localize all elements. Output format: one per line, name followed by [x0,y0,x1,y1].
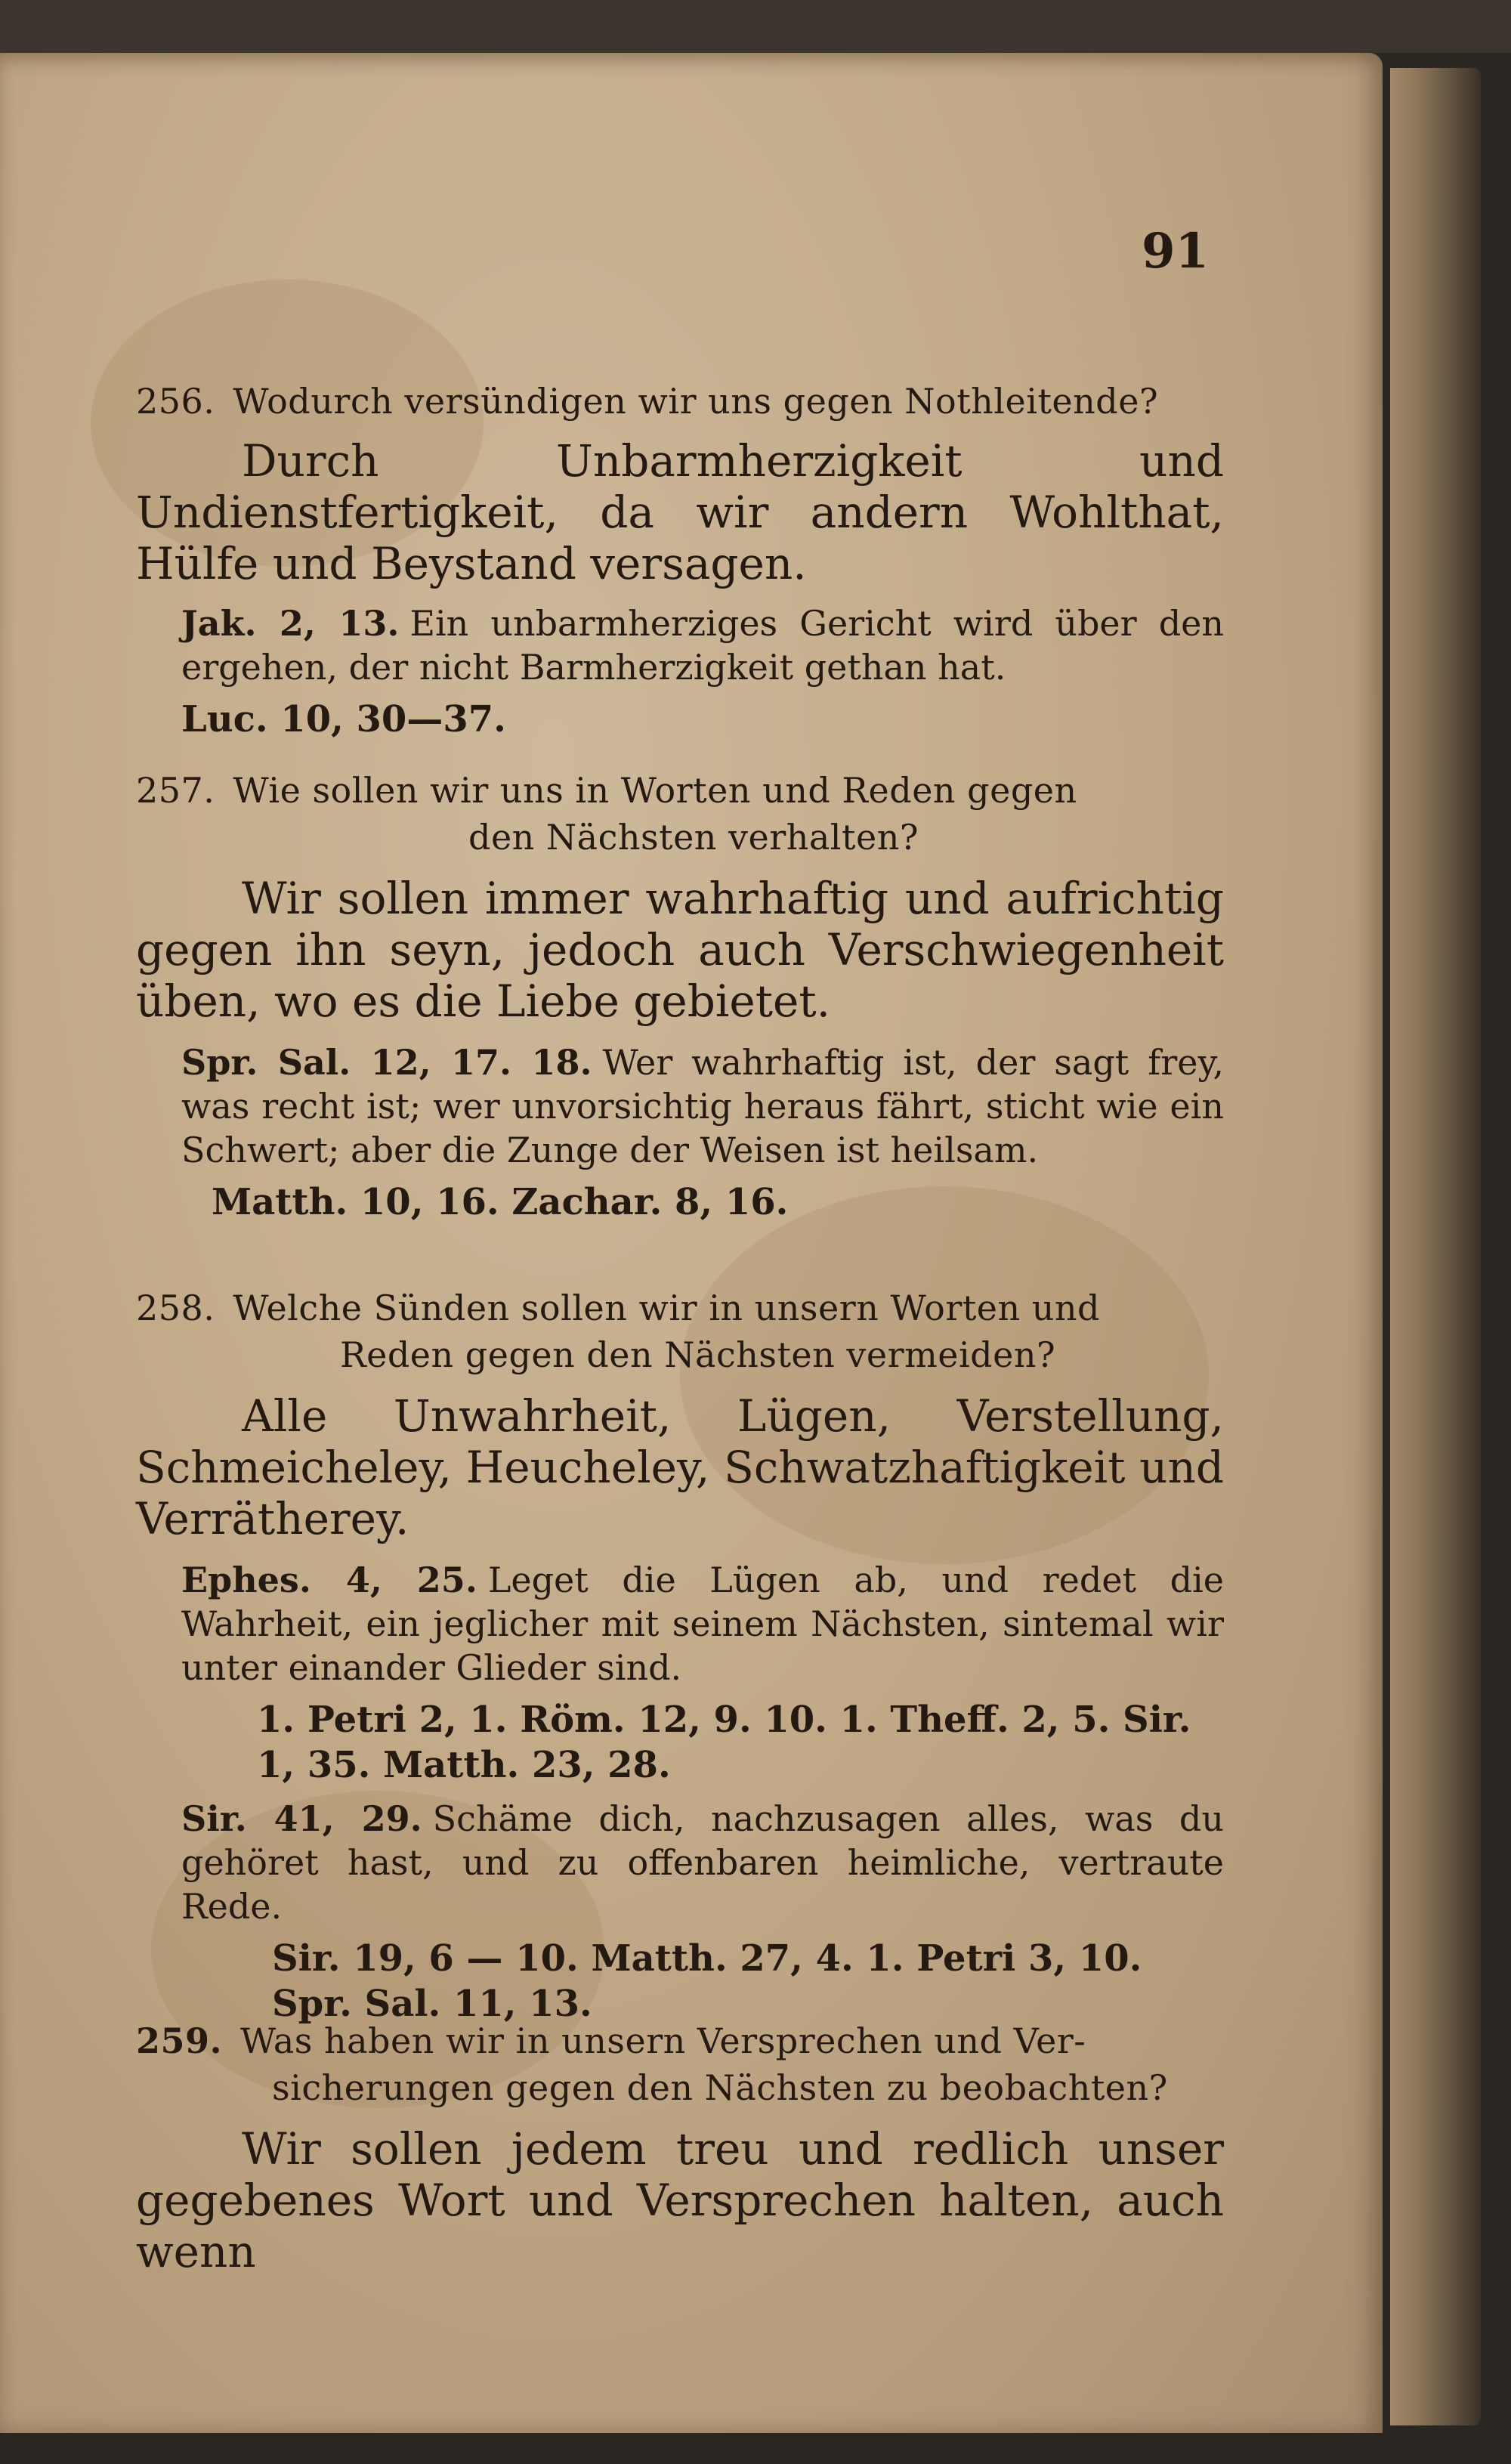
reference-text: Ein unbarmherziges Gericht wird über den ergehen, der nicht Barmherzigkeit gethan hat. [181,603,1224,688]
reference-citation: Sir. 41, 29. [181,1798,422,1839]
answer-text: Alle Unwahrheit, Lügen, Verstellung, Schmeicheley, Heucheley, Schwatzhaftigkeit und Verrätherey. [136,1390,1224,1544]
scripture-reference [136,1040,1224,1172]
answer-text: Wir sollen immer wahrhaftig und aufrichtig gegen ihn seyn, jedoch auch Verschwiegenheit üben, wo es die Liebe gebietet. [136,873,1224,1027]
book-binding-top [0,0,1511,53]
question-text: Wodurch versündigen wir uns gegen Nothleitende? [233,381,1159,422]
scripture-reference [136,1558,1224,1690]
reference-citation: Ephes. 4, 25. [181,1560,477,1600]
question-line [136,767,1224,861]
cross-reference: Sir. 19, 6 — 10. Matth. 27, 4. 1. Petri 3, 10. Spr. Sal. 11, 13. [272,1937,1142,2025]
cross-reference: Luc. 10, 30—37. [181,698,506,740]
question-number: 257. [136,770,215,811]
cross-reference: 1. Petri 2, 1. Röm. 12, 9. 10. 1. Theff. 2, 5. Sir. 1, 35. Matth. 23, 28. [257,1699,1191,1786]
question-259 [136,2017,1224,2277]
reference-text: Wer wahrhaftig ist, der sagt frey, was recht ist; wer unvorsichtig heraus fährt, sticht wie ein Schwert; aber die Zunge der Weisen ist heilsam. [181,1042,1224,1170]
page-number: 91 [1141,223,1209,280]
question-257 [136,767,1224,1225]
page-content [0,53,1383,2433]
reference-citation: Spr. Sal. 12, 17. 18. [181,1042,592,1083]
question-text: Welche Sünden sollen wir in unsern Worten und [233,1288,1100,1328]
book-page [0,53,1383,2433]
cross-reference: Matth. 10, 16. Zachar. 8, 16. [212,1181,789,1223]
question-line [136,2017,1224,2111]
question-256 [136,378,1224,742]
reference-text: Leget die Lügen ab, und redet die Wahrheit, ein jeglicher mit seinem Nächsten, sintemal wir unter einander Glieder sind. [181,1560,1224,1688]
answer-text: Durch Unbarmherzigkeit und Undienstfertigkeit, da wir andern Wohlthat, Hülfe und Beystand versagen. [136,435,1224,589]
reference-citation: Jak. 2, 13. [181,603,400,644]
question-line [136,378,1224,425]
answer-text: Wir sollen jedem treu und redlich unser gegebenes Wort und Versprechen halten, auch wenn [136,2123,1224,2277]
question-text-continued: Reden gegen den Nächsten vermeiden? [340,1334,1056,1375]
question-number: 256. [136,381,215,422]
question-number: 259. [136,2020,223,2061]
reference-text: Schäme dich, nachzusagen alles, was du gehöret hast, und zu offenbaren heimliche, vertraute Rede. [181,1798,1224,1927]
question-text-continued: den Nächsten verhalten? [468,817,919,858]
question-text: Wie sollen wir uns in Worten und Reden gegen [233,770,1077,811]
question-number: 258. [136,1288,215,1328]
page-edge [1390,68,1481,2425]
question-line [136,1285,1224,1378]
question-258 [136,1285,1224,2027]
scripture-reference [136,601,1224,689]
question-text: Was haben wir in unsern Versprechen und Ver- [240,2020,1086,2061]
question-text-continued: sicherungen gegen den Nächsten zu beobachten? [272,2067,1168,2108]
scripture-reference [136,1797,1224,1928]
